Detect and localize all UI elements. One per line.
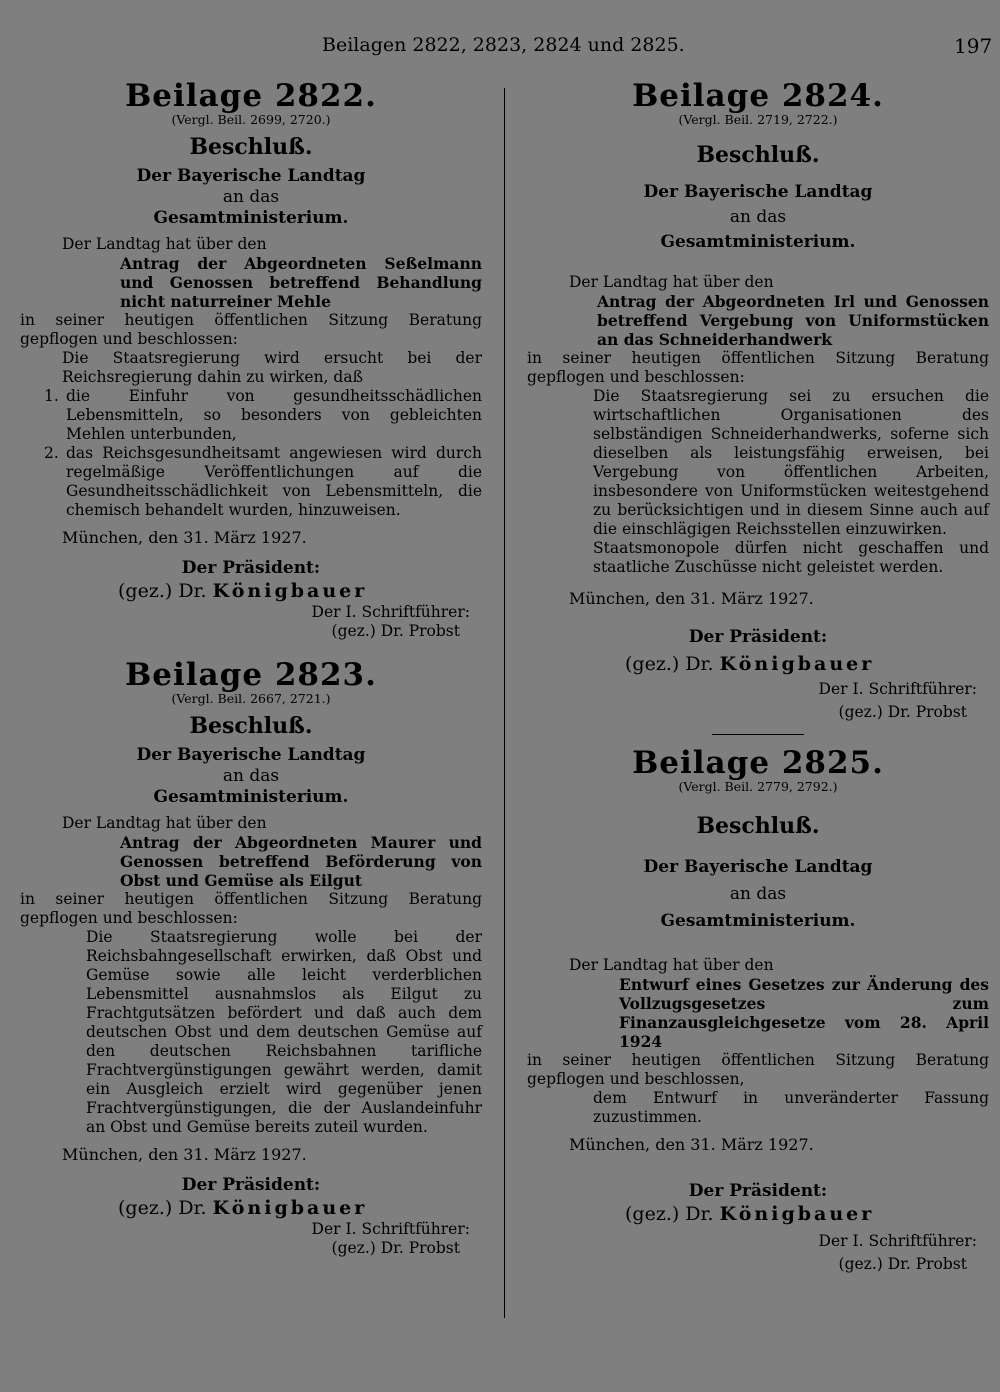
beschluss-heading: Beschluß. (696, 142, 820, 168)
column-divider (504, 88, 505, 1318)
beilage-reference: (Vergl. Beil. 2779, 2792.) (678, 779, 838, 794)
antrag-text: Entwurf eines Gesetzes zur Änderung des Vollzugsgesetzes zum Finanzausgleichgesetze vom 28. April 1924 (619, 975, 989, 1051)
list-item (44, 387, 482, 444)
signature-name: Königbauer (719, 653, 875, 675)
secretary-label: Der I. Schriftführer: (311, 603, 470, 621)
signature-name: Königbauer (212, 580, 368, 602)
intro-text: Der Landtag hat über den (62, 814, 267, 832)
antrag-text: Antrag der Abgeordneten Irl und Genossen betreffend Vergebung von Uniformstücken an das Schneiderhandwerk (597, 292, 989, 349)
president-signature (527, 1202, 989, 1226)
addressee-sender: Der Bayerische Landtag (643, 857, 873, 877)
date-line: München, den 31. März 1927. (62, 1145, 307, 1164)
addressee-sender: Der Bayerische Landtag (136, 166, 366, 186)
president-signature (20, 1196, 482, 1220)
body-text: in seiner heutigen öffentlichen Sitzung Beratung gepflogen und beschlossen: (20, 890, 482, 927)
beschluss-heading: Beschluß. (696, 813, 820, 839)
left-column (20, 80, 482, 1258)
beschluss-heading: Beschluß. (189, 713, 313, 739)
intro-text: Der Landtag hat über den (569, 273, 774, 291)
president-label: Der Präsident: (688, 627, 828, 647)
secretary-label: Der I. Schriftführer: (818, 1232, 977, 1250)
body-text: dem Entwurf in unveränderter Fassung zuzustimmen. (593, 1089, 989, 1126)
running-title: Beilagen 2822, 2823, 2824 und 2825. (322, 34, 685, 56)
addressee-connector: an das (729, 207, 787, 227)
signature-name: Königbauer (719, 1203, 875, 1225)
body-text: in seiner heutigen öffentlichen Sitzung Beratung gepflogen und beschlossen, (527, 1051, 989, 1088)
addressee-recipient: Gesamtministerium. (153, 208, 349, 228)
beilage-2825 (527, 747, 989, 1274)
signature-prefix: (gez.) Dr. (625, 1203, 714, 1225)
intro-text: Der Landtag hat über den (62, 235, 267, 253)
antrag-text: Antrag der Abgeordneten Maurer und Genossen betreffend Beförderung von Obst und Gemüse als Eilgut (120, 833, 482, 890)
president-label: Der Präsident: (688, 1181, 828, 1201)
beilage-reference: (Vergl. Beil. 2667, 2721.) (171, 691, 331, 706)
intro-text: Der Landtag hat über den (569, 956, 774, 974)
beilage-title: Beilage 2825. (632, 745, 884, 781)
beilage-2823 (20, 659, 482, 1258)
addressee-sender: Der Bayerische Landtag (643, 182, 873, 202)
addressee-recipient: Gesamtministerium. (660, 911, 856, 931)
date-line: München, den 31. März 1927. (569, 1135, 814, 1154)
list-item (44, 444, 482, 520)
president-signature (527, 652, 989, 676)
signature-name: Königbauer (212, 1197, 368, 1219)
beilage-title: Beilage 2824. (632, 78, 884, 114)
list-number: 1. (44, 387, 59, 405)
addressee-recipient: Gesamtministerium. (153, 787, 349, 807)
body-text: Die Staatsregierung sei zu ersuchen die wirtschaftlichen Organisationen des selbständigen Schneiderhandwerks, soferne sich dieselben als leistungsfähig erweisen, bei Vergebung von öffentlichen Arbeiten, insbesondere von Uniformstücken weitestgehend zu berücksichtigen und in diesem Sinne auch auf die einschlägigen Reichsstellen einzuwirken. (593, 387, 989, 538)
addressee-connector: an das (222, 766, 280, 786)
president-label: Der Präsident: (181, 558, 321, 578)
secretary-signature: (gez.) Dr. Probst (838, 703, 967, 721)
addressee-connector: an das (729, 884, 787, 904)
beilage-reference: (Vergl. Beil. 2699, 2720.) (171, 112, 331, 127)
body-text: in seiner heutigen öffentlichen Sitzung Beratung gepflogen und beschlossen: (527, 349, 989, 386)
beilage-title: Beilage 2822. (125, 78, 377, 114)
body-text: Die Staatsregierung wolle bei der Reichsbahngesellschaft erwirken, daß Obst und Gemüse sowie alle leicht verderblichen Lebensmittel ausnahmslos als Eilgut zu Frachtgutsätzen befördert und daß auch dem deutschen Obst und dem deutschen Gemüse auf den deutschen Reichsbahnen tarifliche Frachtvergünstigungen gewährt werden, damit ein Ausgleich erzielt wird gegenüber jenen Frachtvergünstigungen, die der Auslandeinfuhr an Obst und Gemüse bereits zuteil wurden. (86, 928, 482, 1136)
addressee-recipient: Gesamtministerium. (660, 232, 856, 252)
secretary-signature: (gez.) Dr. Probst (331, 1239, 460, 1257)
body-text: in seiner heutigen öffentlichen Sitzung Beratung gepflogen und beschlossen: (20, 311, 482, 348)
date-line: München, den 31. März 1927. (62, 528, 307, 547)
beschluss-heading: Beschluß. (189, 134, 313, 160)
page-number: 197 (954, 34, 993, 58)
addressee-connector: an das (222, 187, 280, 207)
list-text: das Reichsgesundheitsamt angewiesen wird durch regelmäßige Veröffentlichungen auf die Gesundheitsschädlichkeit von Lebensmitteln, die chemisch behandelt wurden, hinzuweisen. (66, 444, 482, 519)
signature-prefix: (gez.) Dr. (625, 653, 714, 675)
body-text: Die Staatsregierung wird ersucht bei der Reichsregierung dahin zu wirken, daß (62, 349, 482, 386)
right-column (527, 80, 989, 1274)
addressee-sender: Der Bayerische Landtag (136, 745, 366, 765)
page-header (0, 34, 1000, 58)
beilage-title: Beilage 2823. (125, 657, 377, 693)
beilage-2824 (527, 80, 989, 722)
beilage-reference: (Vergl. Beil. 2719, 2722.) (678, 112, 838, 127)
section-separator (712, 734, 804, 735)
body-text: Staatsmonopole dürfen nicht geschaffen und staatliche Zuschüsse nicht geleistet werden. (593, 539, 989, 576)
secretary-signature: (gez.) Dr. Probst (838, 1255, 967, 1273)
signature-prefix: (gez.) Dr. (118, 1197, 207, 1219)
list-text: die Einfuhr von gesundheitsschädlichen Lebensmitteln, so besonders von gebleichten Mehlen unterbunden, (66, 387, 482, 443)
date-line: München, den 31. März 1927. (569, 589, 814, 608)
beilage-2822 (20, 80, 482, 641)
signature-prefix: (gez.) Dr. (118, 580, 207, 602)
list-number: 2. (44, 444, 59, 462)
secretary-label: Der I. Schriftführer: (311, 1220, 470, 1238)
president-label: Der Präsident: (181, 1175, 321, 1195)
antrag-text: Antrag der Abgeordneten Seßelmann und Genossen betreffend Behandlung nicht naturreiner Mehle (120, 254, 482, 311)
president-signature (20, 579, 482, 603)
secretary-signature: (gez.) Dr. Probst (331, 622, 460, 640)
resolution-list (20, 387, 482, 520)
secretary-label: Der I. Schriftführer: (818, 680, 977, 698)
